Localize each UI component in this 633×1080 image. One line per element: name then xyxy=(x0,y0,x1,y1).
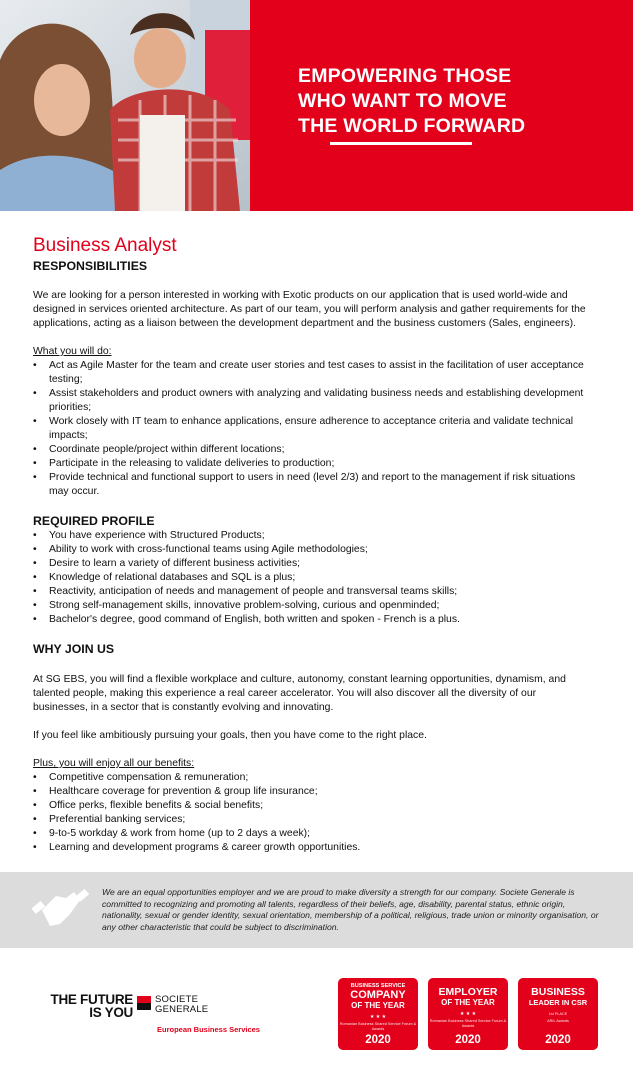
hero-title-line: EMPOWERING THOSE xyxy=(298,65,512,87)
logo-slogan-line: IS YOU xyxy=(89,1005,133,1020)
benefits-list xyxy=(33,771,593,855)
logo-company-name xyxy=(155,995,208,1014)
badge-year: 2020 xyxy=(545,1034,571,1046)
logo-slogan xyxy=(33,993,133,1019)
badge-line2: EMPLOYER xyxy=(438,986,498,998)
people-at-laptop-image xyxy=(0,0,250,211)
badge-sub: Romanian Business Shared Service Forum & Awards xyxy=(339,1022,417,1031)
award-badge xyxy=(518,978,598,1050)
list-item: • Reactivity, anticipation of needs and management of people and transversal teams skills; xyxy=(33,585,593,599)
equal-opportunity-text: We are an equal opportunities employer and we are proud to make diversity a strength for our company. Societe Generale is committed to recognizing and promoting all talents, regardless of their beliefs, age, disability, parental status, ethnic origin, nationality, sexual or gender identity, sexual orientation, membership of a political, religious, trade union or minority organisation, or any other characteristic that could be subject to discrimination. xyxy=(102,887,599,932)
list-item: • Desire to learn a variety of different business activities; xyxy=(33,557,593,571)
handshake-icon xyxy=(30,884,90,936)
logo-company-line: GENERALE xyxy=(155,1003,209,1015)
badge-line2: BUSINESS xyxy=(531,986,585,998)
list-item: • Coordinate people/project within different locations; xyxy=(33,443,593,457)
responsibilities-heading: RESPONSIBILITIES xyxy=(33,259,148,273)
hero-underline xyxy=(330,142,472,145)
list-item: • Provide technical and functional support to users in need (level 2/3) and report to the management if risk situations may occur. xyxy=(33,471,593,499)
job-title: Business Analyst xyxy=(33,235,177,256)
badge-line2: COMPANY xyxy=(350,989,406,1001)
badge-line3: OF THE YEAR xyxy=(441,998,495,1007)
hero-banner xyxy=(0,0,633,211)
list-item: • Ability to work with cross-functional teams using Agile methodologies; xyxy=(33,543,593,557)
intro-paragraph: We are looking for a person interested in working with Exotic products on our application that is used world-wide and designed in services oriented architecture. As part of our team, you will perform analysis and gather requirements for the applications, acting as a liaison between the development department and the business customers (Sales, engineers). xyxy=(33,290,586,329)
hero-title-line: WHO WANT TO MOVE xyxy=(298,90,507,112)
badge-year: 2020 xyxy=(455,1034,481,1046)
why-join-heading: WHY JOIN US xyxy=(33,642,115,656)
badge-place: 1st PLACE xyxy=(548,1012,568,1016)
badge-year: 2020 xyxy=(365,1034,391,1046)
hero-photo xyxy=(0,0,250,211)
star-icons: ★ ★ ★ xyxy=(369,1014,387,1020)
list-item: • Bachelor's degree, good command of English, both written and spoken - French is a plus. xyxy=(33,613,593,627)
list-item: • You have experience with Structured Products; xyxy=(33,529,593,543)
hero-title xyxy=(298,64,618,139)
award-badge xyxy=(338,978,418,1050)
logo-company-line: SOCIETE xyxy=(155,994,199,1005)
required-profile-list xyxy=(33,529,593,627)
list-item: • Preferential banking services; xyxy=(33,813,593,827)
badge-line1: BUSINESS SERVICE xyxy=(350,983,406,989)
hero-red-panel xyxy=(250,0,633,211)
award-badge xyxy=(428,978,508,1050)
list-item: • Office perks, flexible benefits & social benefits; xyxy=(33,799,593,813)
logo-slogan-line: THE FUTURE xyxy=(50,992,133,1007)
badge-line3: LEADER IN CSR xyxy=(528,998,588,1007)
badge-sub: Romanian Business Shared Service Forum & Awards xyxy=(429,1019,507,1028)
why-join-paragraph-2: If you feel like ambitiously pursuing your goals, then you have come to the right place. xyxy=(33,730,427,741)
list-item: • Competitive compensation & remuneration; xyxy=(33,771,593,785)
job-description xyxy=(33,234,593,855)
list-item: • Assist stakeholders and product owners with analyzing and validating business needs and establishing development priorities; xyxy=(33,387,593,415)
sg-ebs-logo xyxy=(33,993,273,1038)
badge-line3: OF THE YEAR xyxy=(351,1001,405,1010)
required-profile-heading: REQUIRED PROFILE xyxy=(33,514,155,528)
list-item: • Healthcare coverage for prevention & group life insurance; xyxy=(33,785,593,799)
list-item: • Knowledge of relational databases and SQL is a plus; xyxy=(33,571,593,585)
equal-opportunity-banner xyxy=(0,872,633,948)
list-item: • Strong self-management skills, innovative problem-solving, curious and openminded; xyxy=(33,599,593,613)
why-join-paragraph: At SG EBS, you will find a flexible workplace and culture, autonomy, constant learning opportunities, dynamism, and talented people, making this experience a real career accelerator. You will also discover all the diversity of our businesses, in a sector that is constantly evolving and innovating. xyxy=(33,674,566,713)
what-you-will-do-label: What you will do: xyxy=(33,346,112,357)
logo-ebs: European Business Services xyxy=(157,1025,260,1034)
star-icons: ★ ★ ★ xyxy=(459,1011,477,1017)
list-item: • Act as Agile Master for the team and create user stories and test cases to assist in the facilitation of user acceptance testing; xyxy=(33,359,593,387)
list-item: • Learning and development programs & career growth opportunities. xyxy=(33,841,593,855)
hero-title-line: THE WORLD FORWARD xyxy=(298,115,526,137)
sg-logo-mark-icon xyxy=(137,996,151,1010)
benefits-label: Plus, you will enjoy all our benefits: xyxy=(33,758,195,769)
list-item: • Work closely with IT team to enhance applications, ensure adherence to acceptance criteria and validate technical impacts; xyxy=(33,415,593,443)
what-you-will-do-list xyxy=(33,359,593,499)
list-item: • Participate in the releasing to validate deliveries to production; xyxy=(33,457,593,471)
list-item: • 9-to-5 workday & work from home (up to 2 days a week); xyxy=(33,827,593,841)
badge-sub: ARIL Awards xyxy=(547,1019,569,1023)
